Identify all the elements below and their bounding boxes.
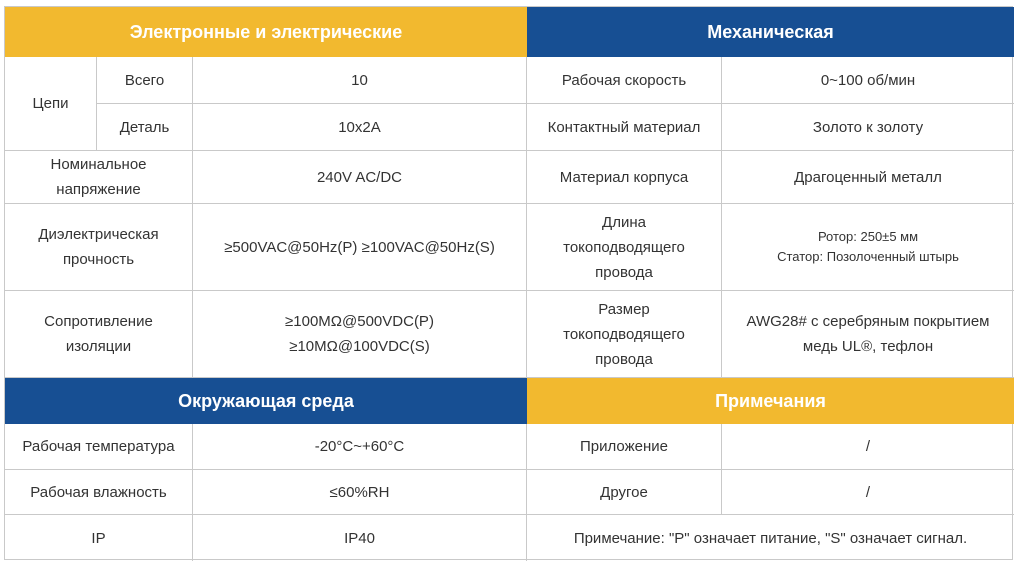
contact-value: Золото к золоту: [722, 104, 1014, 151]
header-mechanical: Механическая: [527, 7, 1014, 57]
speed-label: Рабочая скорость: [527, 57, 722, 104]
circuits-label: Цепи: [5, 57, 97, 151]
lead-size-label-line: токоподводящего: [563, 325, 685, 343]
housing-label: Материал корпуса: [527, 151, 722, 204]
voltage-label-line: Номинальное: [50, 156, 147, 173]
speed-value: 0~100 об/мин: [722, 57, 1014, 104]
lead-length-label-line: Длина: [602, 213, 646, 231]
insulation-label-line: изоляции: [65, 338, 132, 355]
remark: Примечание: "P" означает питание, "S" означает сигнал.: [573, 529, 968, 547]
application-label: Приложение: [527, 424, 722, 470]
total-value: 10: [193, 57, 527, 104]
ip-value: IP40: [193, 515, 527, 561]
humidity-value: ≤60%RH: [193, 470, 527, 515]
contact-label: Контактный материал: [527, 104, 722, 151]
insulation-label-line: Сопротивление: [44, 313, 153, 330]
lead-length-label: [527, 204, 722, 291]
total-label: Всего: [97, 57, 193, 104]
application-value: /: [722, 424, 1014, 470]
lead-size-value: [722, 291, 1014, 378]
temp-label: Рабочая температура: [5, 424, 193, 470]
dielectric-label-line: прочность: [62, 251, 135, 268]
ip-label: IP: [5, 515, 193, 561]
lead-size-value-line: AWG28# с серебряным покрытием: [746, 313, 990, 330]
insulation-value: [193, 291, 527, 378]
header-environment: Окружающая среда: [5, 378, 527, 424]
lead-length-label-line: провода: [595, 263, 653, 281]
dielectric-label: [5, 204, 193, 291]
spec-table: [4, 6, 1013, 560]
other-value: /: [722, 470, 1014, 515]
header-electrical: Электронные и электрические: [5, 7, 527, 57]
header-notes: Примечания: [527, 378, 1014, 424]
voltage-value: 240V AC/DC: [193, 151, 527, 204]
insulation-value-line: ≥100MΩ@500VDC(P): [285, 313, 434, 330]
humidity-label: Рабочая влажность: [5, 470, 193, 515]
insulation-value-line: ≥10MΩ@100VDC(S): [289, 338, 430, 355]
detail-label: Деталь: [97, 104, 193, 151]
voltage-label-line: напряжение: [56, 181, 141, 198]
detail-value: 10x2A: [193, 104, 527, 151]
lead-length-rotor: Ротор: 250±5 мм: [817, 229, 919, 244]
lead-length-label-line: токоподводящего: [563, 238, 685, 256]
housing-value: Драгоценный металл: [722, 151, 1014, 204]
lead-size-label-line: Размер: [598, 300, 650, 318]
voltage-label: [5, 151, 193, 204]
dielectric-label-line: Диэлектрическая: [38, 226, 159, 243]
temp-value: -20°C~+60°C: [193, 424, 527, 470]
lead-length-value: [722, 204, 1014, 291]
insulation-label: [5, 291, 193, 378]
lead-size-label: [527, 291, 722, 378]
dielectric-value: ≥500VAC@50Hz(P) ≥100VAC@50Hz(S): [193, 204, 527, 291]
lead-size-value-line: медь UL®, тефлон: [802, 338, 934, 355]
lead-size-label-line: провода: [595, 350, 653, 368]
other-label: Другое: [527, 470, 722, 515]
lead-length-stator: Статор: Позолоченный штырь: [777, 249, 959, 264]
